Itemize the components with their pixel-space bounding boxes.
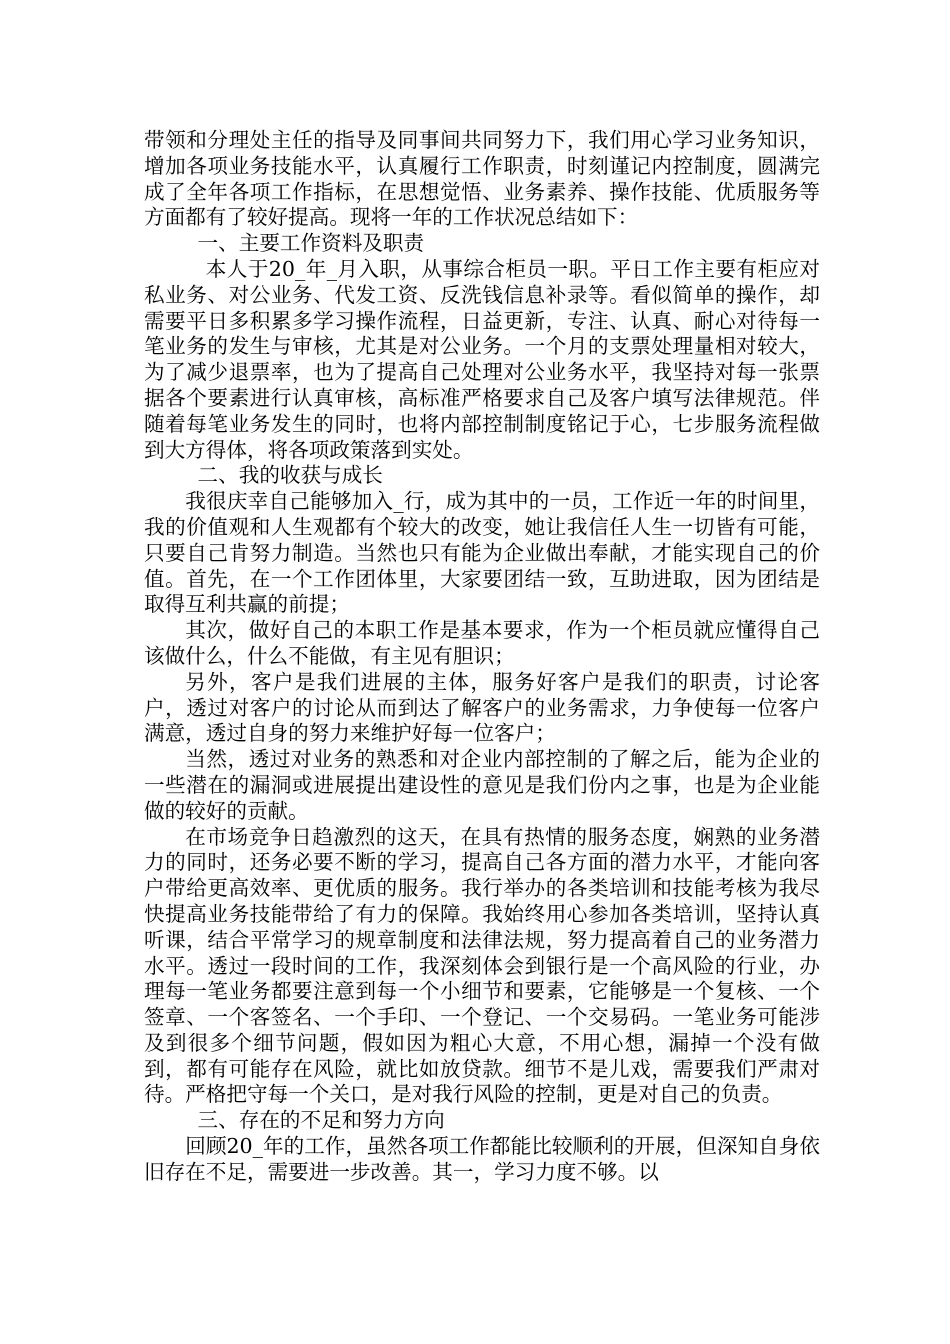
section1-paragraph-1: 本人于20_年_月入职，从事综合柜员一职。平日工作主要有柜应对私业务、对公业务、代发工资、反洗钱信息补录等。看似简单的操作，却需要平日多积累多学习操作流程，日益更新，专注、认真、耐心对待每一笔业务的发生与审核，尤其是对公业务。一个月的支票处理量相对较大，为了减少退票率，也为了提高自己处理对公业务水平，我坚持对每一张票据各个要素进行认真审核，高标准严格要求自己及客户填写法律规范。伴随着每笔业务发生的同时，也将内部控制制度铭记于心，七步服务流程做到大方得体，将各项政策落到实处。 xyxy=(144,256,820,462)
section2-paragraph-3: 另外，客户是我们进展的主体，服务好客户是我们的职责，讨论客户，透过对客户的讨论从而到达了解客户的业务需求，力争使每一位客户满意，透过自身的努力来维护好每一位客户； xyxy=(144,669,820,746)
section-heading-3: 三、存在的不足和努力方向 xyxy=(197,1108,445,1133)
section2-paragraph-4: 当然，透过对业务的熟悉和对企业内部控制的了解之后，能为企业的一些潜在的漏洞或进展提出建设性的意见是我们份内之事，也是为企业能做的较好的贡献。 xyxy=(144,747,820,823)
section-heading-1: 一、主要工作资料及职责 xyxy=(197,231,425,256)
intro-paragraph: 带领和分理处主任的指导及同事间共同努力下，我们用心学习业务知识，增加各项业务技能水平，认真履行工作职责，时刻谨记内控制度，圆满完成了全年各项工作指标，在思想觉悟、业务素养、操作技能、优质服务等方面都有了较好提高。现将一年的工作状况总结如下： xyxy=(144,128,820,230)
section3-paragraph-1: 回顾20_年的工作，虽然各项工作都能比较顺利的开展，但深知自身依旧存在不足，需要进一步改善。其一，学习力度不够。以 xyxy=(144,1134,820,1184)
section2-paragraph-5: 在市场竞争日趋激烈的这天，在具有热情的服务态度，娴熟的业务潜力的同时，还务必要不断的学习，提高自己各方面的潜力水平，才能向客户带给更高效率、更优质的服务。我行举办的各类培训和技能考核为我尽快提高业务技能带给了有力的保障。我始终用心参加各类培训，坚持认真听课，结合平常学习的规章制度和法律法规，努力提高着自己的业务潜力水平。透过一段时间的工作，我深刻体会到银行是一个高风险的行业，办理每一笔业务都要注意到每一个小细节和要素，它能够是一个复核、一个签章、一个客签名、一个手印、一个登记、一个交易码。一笔业务可能涉及到很多个细节问题，假如因为粗心大意，不用心想，漏掉一个没有做到，都有可能存在风险，就比如放贷款。细节不是儿戏，需要我们严肃对待。严格把守每一个关口，是对我行风险的控制，更是对自己的负责。 xyxy=(144,824,820,1107)
document-page xyxy=(144,128,820,1186)
section-heading-2: 二、我的收获与成长 xyxy=(197,463,383,488)
section2-paragraph-1: 我很庆幸自己能够加入_行，成为其中的一员，工作近一年的时间里，我的价值观和人生观都有个较大的改变，她让我信任人生一切皆有可能，只要自己肯努力制造。当然也只有能为企业做出奉献，才能实现自己的价值。首先，在一个工作团体里，大家要团结一致，互助进取，因为团结是取得互利共赢的前提； xyxy=(144,489,820,617)
section2-paragraph-2: 其次，做好自己的本职工作是基本要求，作为一个柜员就应懂得自己该做什么，什么不能做，有主见有胆识； xyxy=(144,618,820,668)
